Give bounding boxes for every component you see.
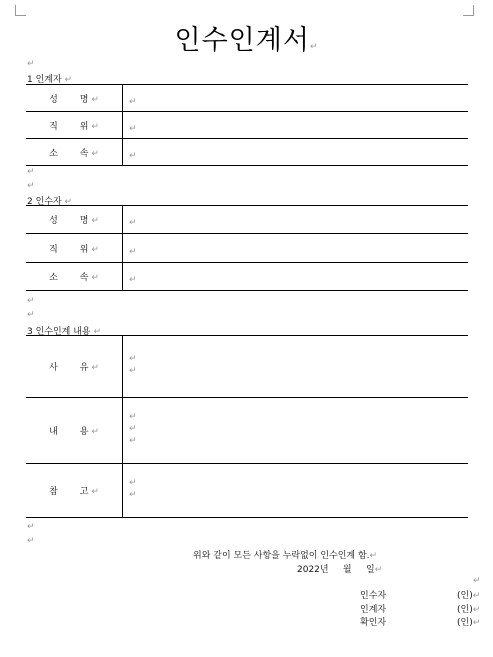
label-department: 소 속 ↵ [26, 263, 123, 291]
paragraph-mark: ↵ [27, 296, 35, 306]
label-content: 내 용 ↵ [26, 398, 123, 464]
date-year: 2022년 [297, 565, 329, 575]
receiver-department-field[interactable]: ↵ [123, 263, 469, 291]
paragraph-mark: ↵ [27, 522, 35, 532]
section-heading-3: 3 인수인계 내용 ↵ [27, 327, 102, 337]
crop-mark-top-left [15, 5, 26, 16]
date-month: 월 [342, 565, 352, 575]
paragraph-mark: ↵ [27, 59, 35, 69]
reason-field[interactable]: ↵ ↵ [123, 336, 469, 398]
receiver-position-field[interactable]: ↵ [123, 234, 469, 263]
section-heading-1: 1 인계자 ↵ [27, 75, 73, 85]
remarks-field[interactable]: ↵ ↵ [123, 464, 469, 518]
label-name: 성 명 ↵ [26, 85, 123, 112]
signature-giver-seal[interactable]: (인)↵ [457, 605, 481, 615]
label-reason: 사 유 ↵ [26, 336, 123, 398]
giver-department-field[interactable]: ↵ [123, 139, 469, 166]
label-remarks: 참 고 ↵ [26, 464, 123, 518]
signature-giver-role: 인계자 [360, 605, 387, 615]
section-heading-2: 2 인수자 ↵ [27, 197, 73, 207]
signature-receiver-role: 인수자 [360, 591, 387, 601]
crop-mark-top-right [463, 5, 474, 16]
confirmation-statement: 위와 같이 모든 사항을 누락없이 인수인계 함.↵ [193, 551, 378, 561]
label-department: 소 속 ↵ [26, 139, 123, 166]
giver-name-field[interactable]: ↵ [123, 85, 469, 112]
handover-content-table [26, 335, 468, 518]
paragraph-mark: ↵ [473, 576, 481, 586]
content-field[interactable]: ↵ ↵ ↵ [123, 398, 469, 464]
label-position: 직 위 ↵ [26, 112, 123, 139]
signature-receiver-seal[interactable]: (인)↵ [457, 591, 481, 601]
label-position: 직 위 ↵ [26, 234, 123, 263]
label-name: 성 명 ↵ [26, 206, 123, 234]
paragraph-mark: ↵ [27, 167, 35, 177]
signature-confirmer-role: 확인자 [360, 618, 387, 628]
document-title: 인수인계서↵ [174, 25, 319, 56]
paragraph-mark: ↵ [27, 181, 35, 191]
signature-confirmer-seal[interactable]: (인)↵ [457, 618, 481, 628]
date-day: 일 [365, 565, 375, 575]
paragraph-mark: ↵ [27, 536, 35, 546]
giver-table [26, 84, 468, 166]
date-line: 2022년 월 일↵ [297, 565, 383, 575]
giver-position-field[interactable]: ↵ [123, 112, 469, 139]
paragraph-mark: ↵ [27, 310, 35, 320]
receiver-table [26, 205, 468, 291]
receiver-name-field[interactable]: ↵ [123, 206, 469, 234]
